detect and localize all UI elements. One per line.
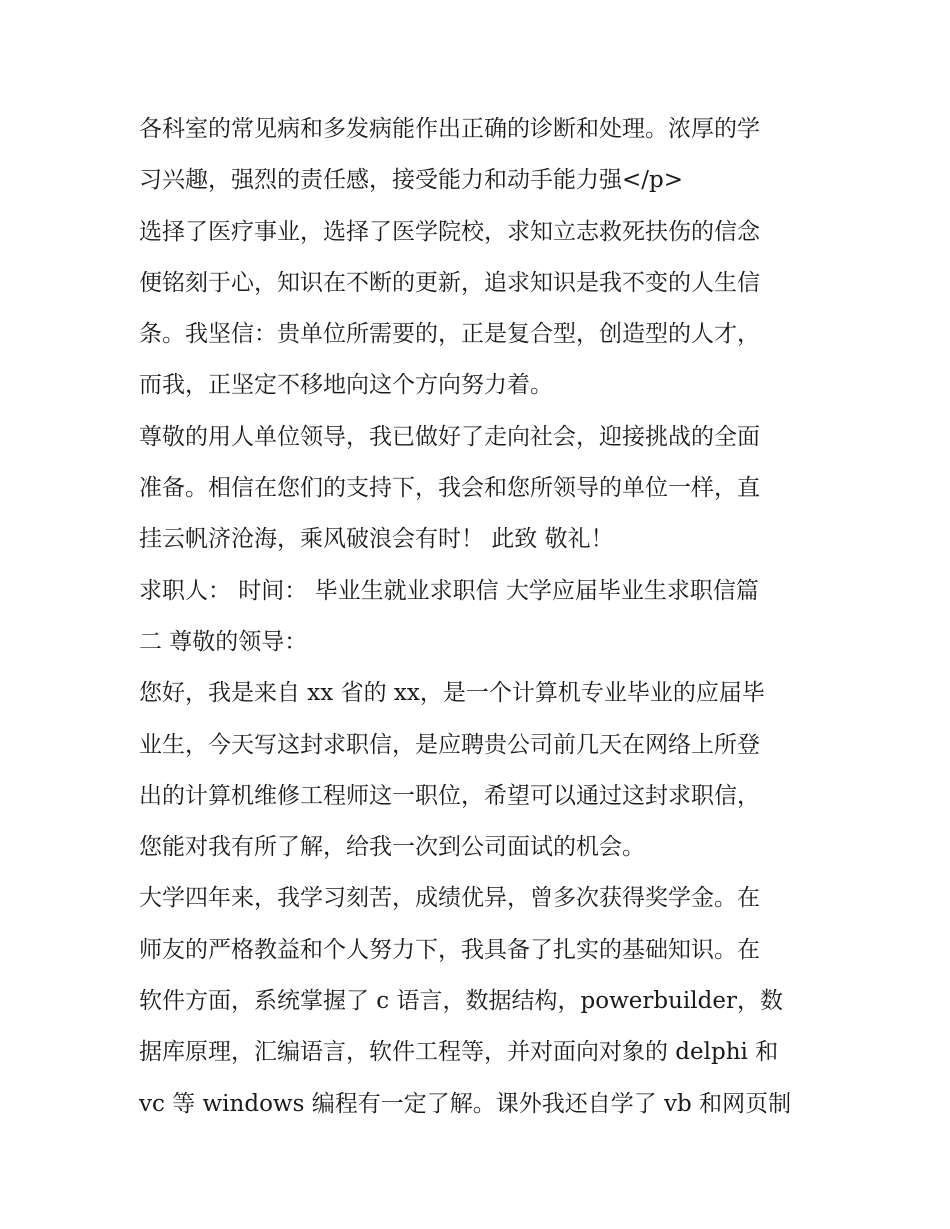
text-line: 大学四年来，我学习刻苦，成绩优异，曾多次获得奖学金。在	[139, 885, 760, 912]
text-line: 出的计算机维修工程师这一职位，希望可以通过这封求职信，	[139, 782, 760, 809]
text-line: 尊敬的用人单位领导，我已做好了走向社会，迎接挑战的全面	[139, 423, 760, 450]
text-line: 准备。相信在您们的支持下，我会和您所领导的单位一样，直	[139, 475, 760, 502]
text-line: 您能对我有所了解，给我一次到公司面试的机会。	[139, 834, 645, 861]
text-line: 便铭刻于心，知识在不断的更新，追求知识是我不变的人生信	[139, 269, 760, 296]
text-line: 而我，正坚定不移地向这个方向努力着。	[139, 372, 553, 399]
text-line: 各科室的常见病和多发病能作出正确的诊断和处理。浓厚的学	[139, 116, 760, 142]
text-line: 您好，我是来自 xx 省的 xx，是一个计算机专业毕业的应届毕	[139, 680, 765, 707]
text-line: 据库原理，汇编语言，软件工程等，并对面向对象的 delphi 和	[139, 1039, 779, 1066]
text-line: 业生，今天写这封求职信，是应聘贵公司前几天在网络上所登	[139, 731, 760, 758]
text-line: 习兴趣，强烈的责任感，接受能力和动手能力强</p>	[139, 167, 684, 194]
text-line: 选择了医疗事业，选择了医学院校，求知立志救死扶伤的信念	[139, 218, 760, 245]
text-line: 二 尊敬的领导：	[139, 628, 308, 655]
text-line: 挂云帆济沧海，乘风破浪会有时！ 此致 敬礼！	[139, 526, 614, 553]
text-line: 师友的严格教益和个人努力下，我具备了扎实的基础知识。在	[139, 936, 760, 963]
text-line: 条。我坚信：贵单位所需要的，正是复合型，创造型的人才，	[139, 321, 760, 348]
text-line: vc 等 windows 编程有一定了解。课外我还自学了 vb 和网页制	[139, 1090, 792, 1117]
text-line: 求职人： 时间： 毕业生就业求职信 大学应届毕业生求职信篇	[139, 577, 759, 604]
body-text	[139, 104, 819, 1130]
text-line: 软件方面，系统掌握了 c 语言，数据结构，powerbuilder，数	[139, 988, 783, 1015]
